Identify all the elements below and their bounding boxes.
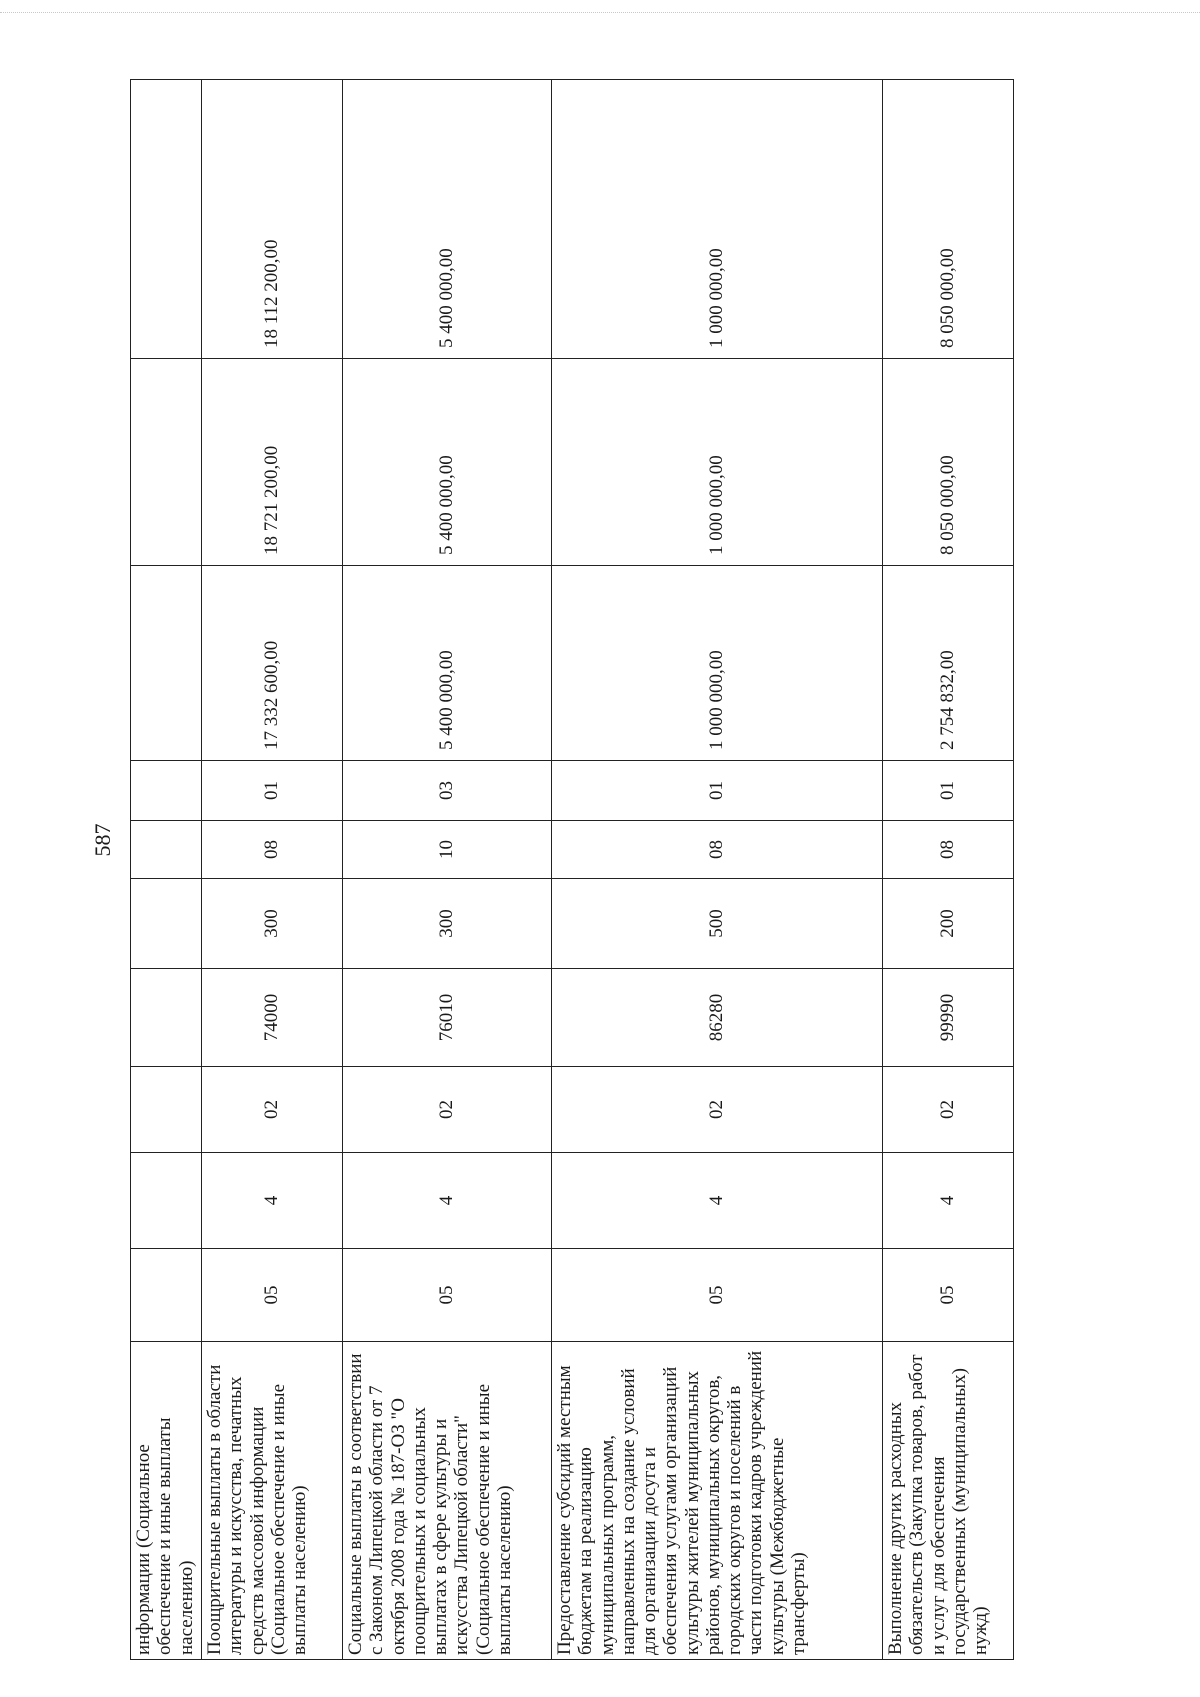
- table-row: [131, 80, 202, 1660]
- row-description: Выполнение других расходных обязательств (Закупка товаров, работ и услуг для обеспечения государственных (муниципальных) нужд): [883, 1342, 1014, 1660]
- amount-cell: 1 000 000,00: [552, 80, 883, 359]
- table-row: [202, 80, 343, 1660]
- page-number: 587: [90, 823, 115, 857]
- scan-top-edge: [0, 12, 1200, 13]
- code-cell: 300: [202, 879, 343, 969]
- code-cell: 74000: [202, 969, 343, 1067]
- row-description: Предоставление субсидий местным бюджетам на реализацию муниципальных программ, направленных на создание условий для организации досуга и обеспечения услугами организаций культуры жителей муниципальных районов, муниципальных округов, городских округов и поселений в части подготовки кадров учреждений культуры (Межбюджетные трансферты): [552, 1342, 883, 1660]
- code-cell: 86280: [552, 969, 883, 1067]
- code-cell: [131, 821, 202, 879]
- code-cell: 05: [883, 1249, 1014, 1342]
- code-cell: 05: [343, 1249, 552, 1342]
- amount-cell: 17 332 600,00: [202, 566, 343, 761]
- code-cell: [131, 1067, 202, 1153]
- code-cell: 08: [552, 821, 883, 879]
- amount-cell: 8 050 000,00: [883, 359, 1014, 566]
- code-cell: 4: [552, 1153, 883, 1249]
- amount-cell: [131, 359, 202, 566]
- code-cell: 02: [883, 1067, 1014, 1153]
- rotated-page: [70, 40, 1070, 1660]
- code-cell: 02: [552, 1067, 883, 1153]
- code-cell: 05: [552, 1249, 883, 1342]
- code-cell: 01: [202, 761, 343, 821]
- amount-cell: 18 112 200,00: [202, 80, 343, 359]
- row-description: Поощрительные выплаты в области литературы и искусства, печатных средств массовой информации (Социальное обеспечение и иные выплаты населению): [202, 1342, 343, 1660]
- table-row: [343, 80, 552, 1660]
- code-cell: 08: [202, 821, 343, 879]
- code-cell: 200: [883, 879, 1014, 969]
- code-cell: 4: [343, 1153, 552, 1249]
- code-cell: 99990: [883, 969, 1014, 1067]
- code-cell: [131, 1153, 202, 1249]
- amount-cell: 5 400 000,00: [343, 80, 552, 359]
- row-description: Социальные выплаты в соответствии с Законом Липецкой области от 7 октября 2008 года № 187-ОЗ "О поощрительных и социальных выплатах в сфере культуры и искусства Липецкой области" (Социальное обеспечение и иные выплаты населению): [343, 1342, 552, 1660]
- code-cell: 01: [883, 761, 1014, 821]
- row-description: информации (Социальное обеспечение и иные выплаты населению): [131, 1342, 202, 1660]
- budget-table: [130, 79, 1014, 1660]
- amount-cell: [131, 566, 202, 761]
- code-cell: 03: [343, 761, 552, 821]
- amount-cell: 8 050 000,00: [883, 80, 1014, 359]
- code-cell: [131, 761, 202, 821]
- amount-cell: 1 000 000,00: [552, 359, 883, 566]
- code-cell: 02: [343, 1067, 552, 1153]
- amount-cell: 2 754 832,00: [883, 566, 1014, 761]
- code-cell: 10: [343, 821, 552, 879]
- code-cell: 02: [202, 1067, 343, 1153]
- code-cell: [131, 969, 202, 1067]
- amount-cell: [131, 80, 202, 359]
- amount-cell: 1 000 000,00: [552, 566, 883, 761]
- code-cell: 01: [552, 761, 883, 821]
- table-row: [883, 80, 1014, 1660]
- amount-cell: 5 400 000,00: [343, 566, 552, 761]
- code-cell: 4: [202, 1153, 343, 1249]
- code-cell: [131, 1249, 202, 1342]
- code-cell: 500: [552, 879, 883, 969]
- amount-cell: 18 721 200,00: [202, 359, 343, 566]
- amount-cell: 5 400 000,00: [343, 359, 552, 566]
- code-cell: 05: [202, 1249, 343, 1342]
- code-cell: 4: [883, 1153, 1014, 1249]
- code-cell: 76010: [343, 969, 552, 1067]
- code-cell: 08: [883, 821, 1014, 879]
- code-cell: 300: [343, 879, 552, 969]
- table-row: [552, 80, 883, 1660]
- code-cell: [131, 879, 202, 969]
